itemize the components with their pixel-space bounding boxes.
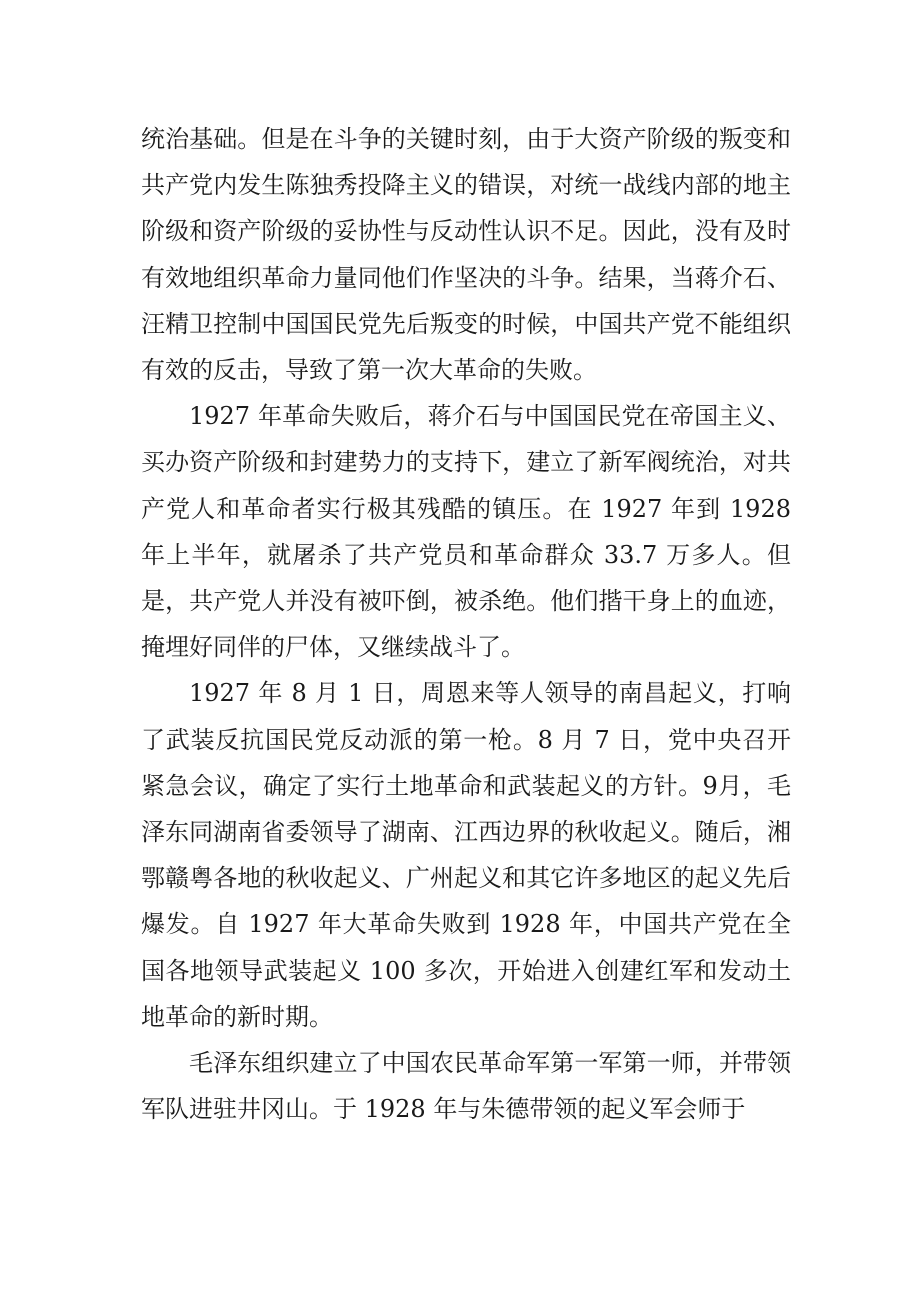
paragraph-continuation: 统治基础。但是在斗争的关键时刻，由于大资产阶级的叛变和共产党内发生陈独秀投降主义的错误，对统一战线内部的地主阶级和资产阶级的妥协性与反动性认识不足。因此，没有及时有效地组织革命力量同他们作坚决的斗争。结果，当蒋介石、汪精卫控制中国国民党先后叛变的时候，中国共产党不能组织有效的反击，导致了第一次大革命的失败。: [141, 125, 791, 385]
paragraph-1927-crackdown: 1927 年革命失败后，蒋介石与中国国民党在帝国主义、买办资产阶级和封建势力的支持下，建立了新军阀统治，对共产党人和革命者实行极其残酷的镇压。在 1927 年到 1928 年上半年，就屠杀了共产党员和革命群众 33.7 万多人。但是，共产党人并没有被吓倒，被杀绝。他们揩干身上的血迹，掩埋好同伴的尸体，又继续战斗了。: [141, 402, 791, 662]
document-body: [141, 116, 791, 1132]
paragraph-nanchang-uprising: 1927 年 8 月 1 日，周恩来等人领导的南昌起义，打响了武装反抗国民党反动派的第一枪。8 月 7 日，党中央召开紧急会议，确定了实行土地革命和武装起义的方针。9月，毛泽东同湖南省委领导了湖南、江西边界的秋收起义。随后，湘鄂赣粤各地的秋收起义、广州起义和其它许多地区的起义先后爆发。自 1927 年大革命失败到 1928 年，中国共产党在全国各地领导武装起义 100 多次，开始进入创建红军和发动土地革命的新时期。: [141, 679, 791, 1031]
paragraph-jinggangshan: 毛泽东组织建立了中国农民革命军第一军第一师，并带领军队进驻井冈山。于 1928 年与朱德带领的起义军会师于: [141, 1049, 791, 1124]
